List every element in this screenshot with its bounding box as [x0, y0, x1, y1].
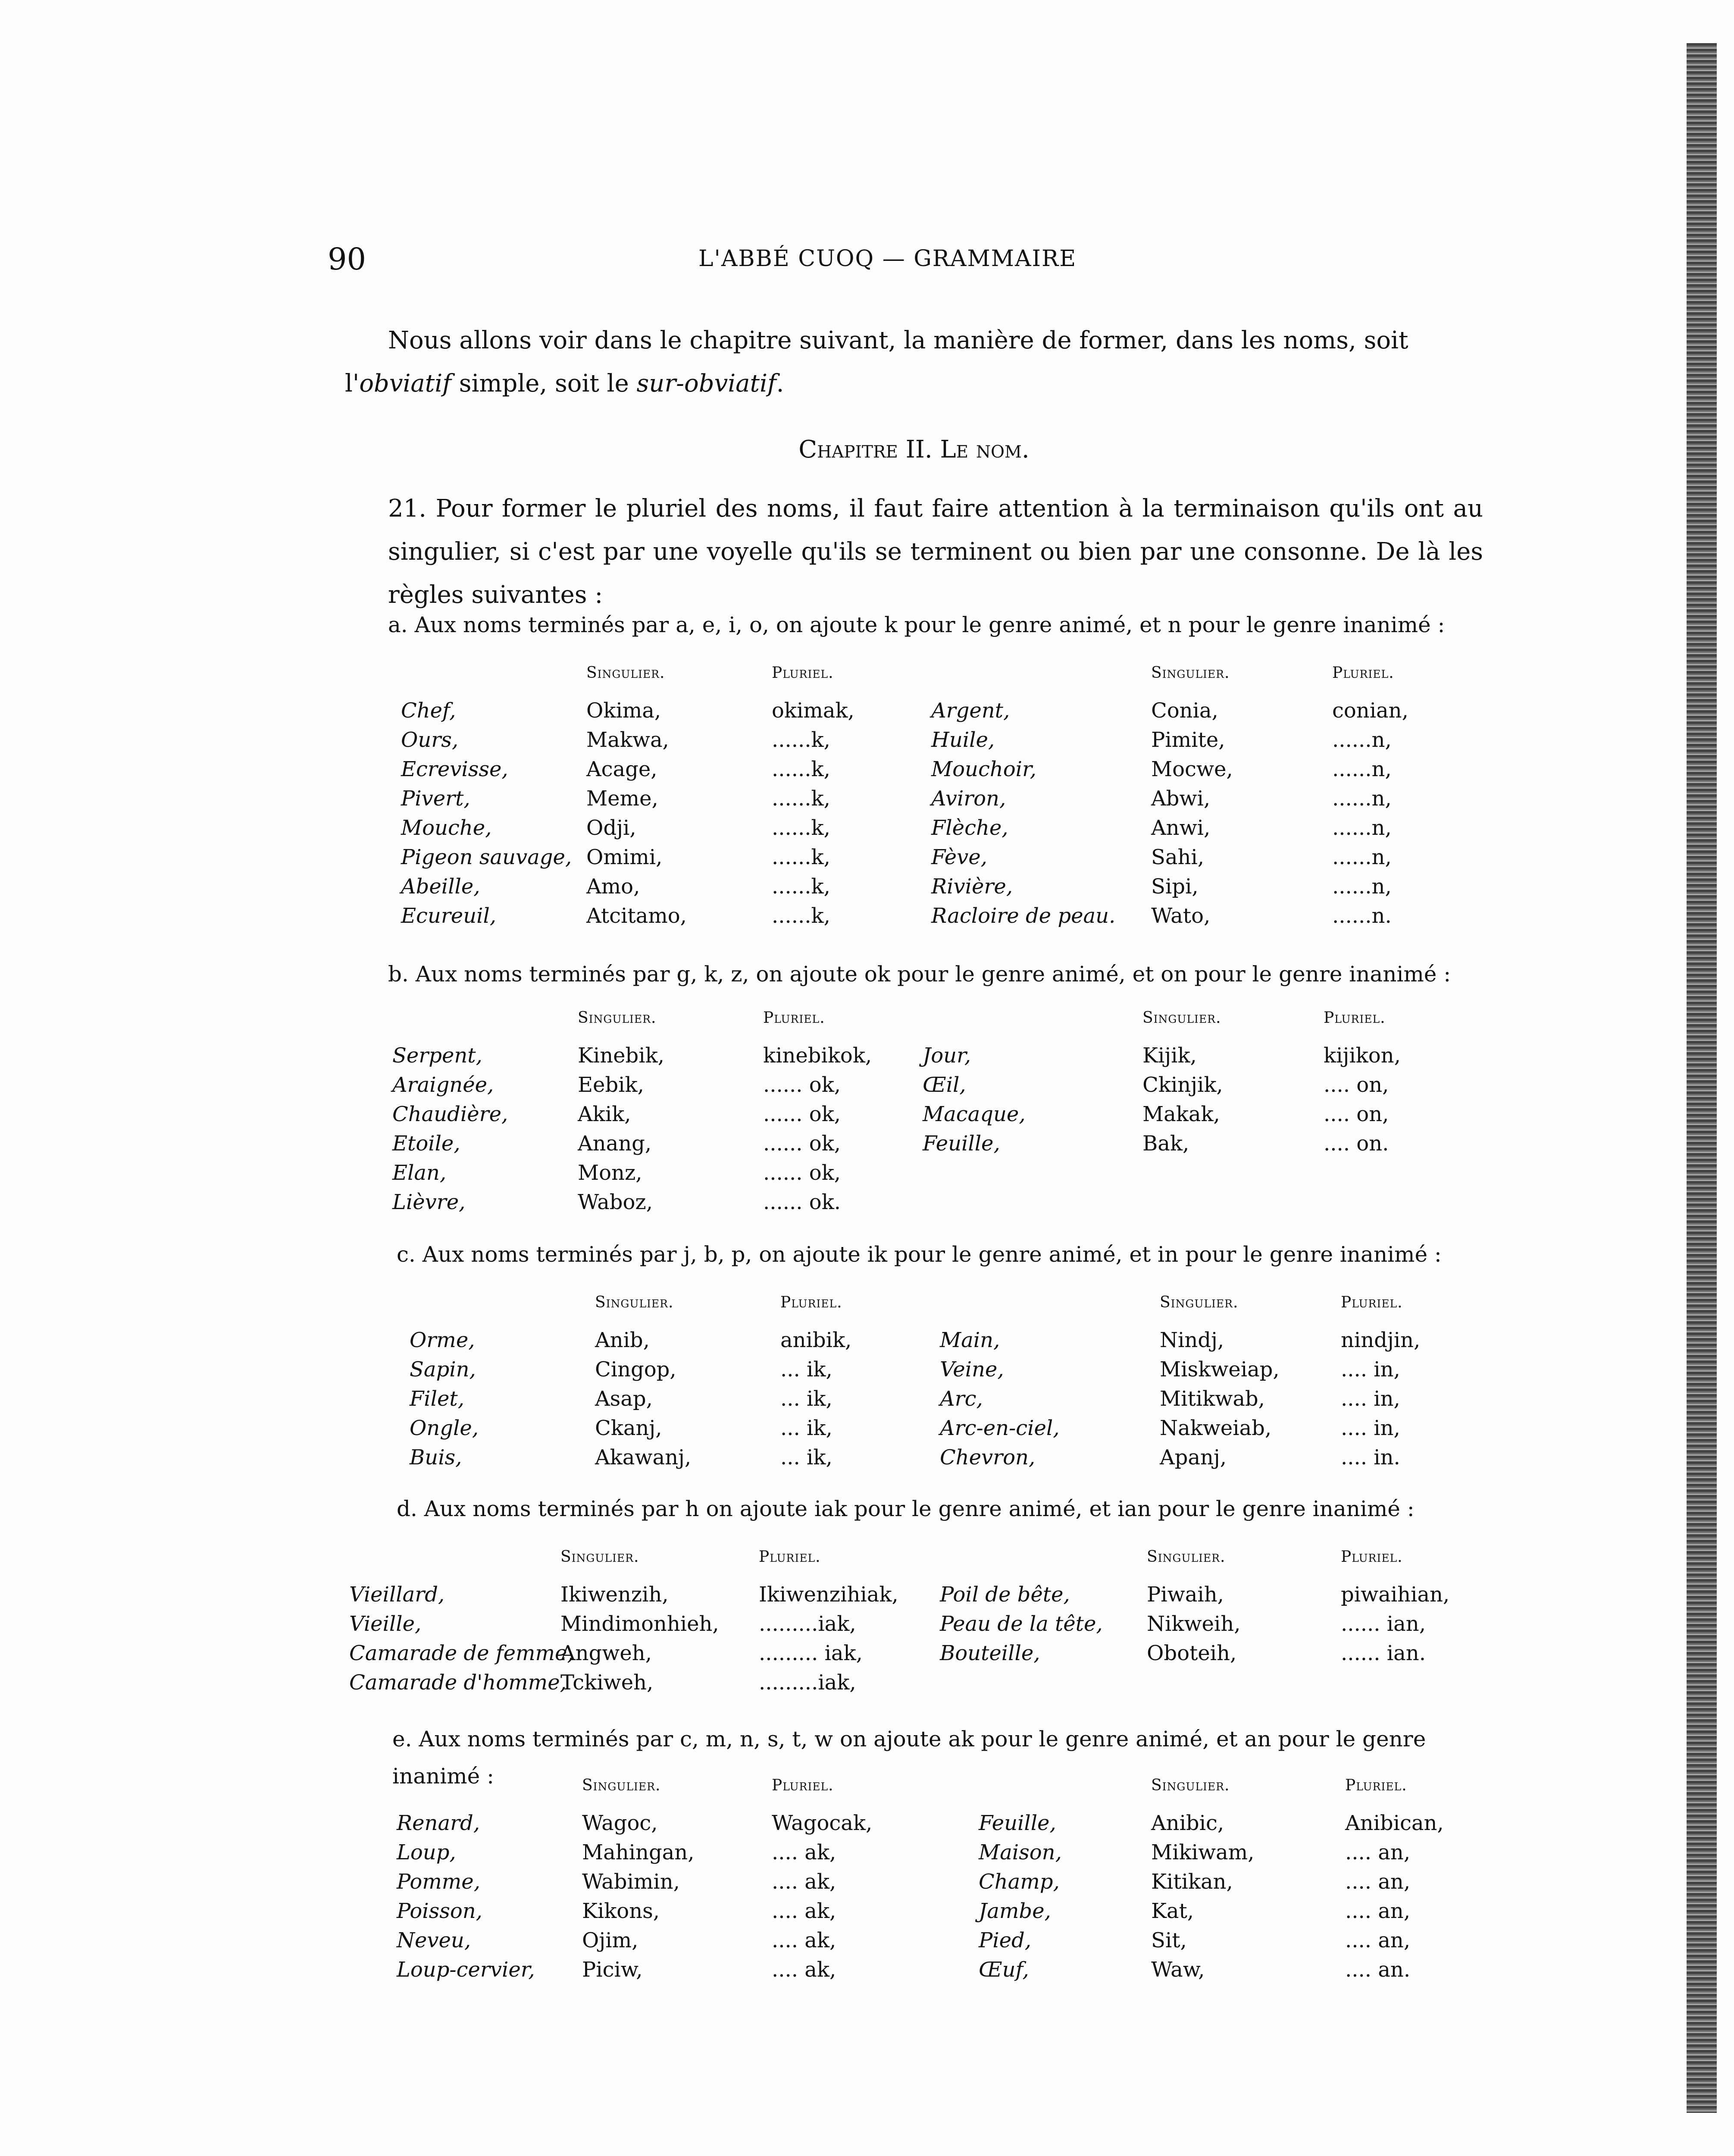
header-pluriel: Pluriel.: [772, 1777, 834, 1794]
header-singulier: Singulier.: [1160, 1294, 1239, 1311]
plural: piwaihian,: [1341, 1583, 1450, 1607]
singular: Kikons,: [582, 1899, 660, 1923]
singular: Pimite,: [1151, 728, 1225, 752]
header-singulier: Singulier.: [1142, 1009, 1221, 1027]
plural: ......k,: [772, 904, 830, 928]
french-noun: Main,: [940, 1328, 1000, 1352]
singular: Wagoc,: [582, 1811, 658, 1835]
french-noun: Rivière,: [931, 874, 1013, 899]
plural: .... in.: [1341, 1445, 1400, 1470]
header-pluriel: Pluriel.: [759, 1548, 821, 1566]
singular: Mindimonhieh,: [560, 1612, 719, 1636]
singular: Wato,: [1151, 904, 1211, 928]
rule-c: c. Aux noms terminés par j, b, p, on ajoute ik pour le genre animé, et in pour le genre inanimé :: [397, 1242, 1442, 1267]
singular: Piwaih,: [1147, 1583, 1224, 1607]
header-singulier: Singulier.: [578, 1009, 657, 1027]
plural: .... on,: [1324, 1073, 1389, 1097]
plural: conian,: [1332, 699, 1408, 723]
plural: .... ak,: [772, 1870, 836, 1894]
french-noun: Chef,: [401, 699, 456, 723]
french-noun: Buis,: [410, 1445, 462, 1470]
header-singulier: Singulier.: [586, 664, 665, 682]
intro-text: simple, soit le: [451, 370, 637, 398]
singular: Angweh,: [560, 1641, 652, 1665]
singular: Ojim,: [582, 1928, 639, 1952]
header-pluriel: Pluriel.: [1324, 1009, 1386, 1027]
plural: .... on,: [1324, 1102, 1389, 1126]
french-noun: Ours,: [401, 728, 459, 752]
french-noun: Champ,: [979, 1870, 1060, 1894]
intro-paragraph: [345, 319, 1483, 405]
plural: .... an.: [1345, 1958, 1411, 1982]
french-noun: Camarade de femme,: [349, 1641, 574, 1665]
french-noun: Camarade d'homme,: [349, 1670, 567, 1695]
singular: Ckanj,: [595, 1416, 662, 1440]
plural: ......k,: [772, 757, 830, 781]
singular: Makak,: [1142, 1102, 1220, 1126]
singular: Piciw,: [582, 1958, 643, 1982]
plural: ......n,: [1332, 757, 1392, 781]
plural: .... ak,: [772, 1928, 836, 1952]
singular: Nikweih,: [1147, 1612, 1241, 1636]
plural: ... ik,: [780, 1357, 833, 1382]
singular: Atcitamo,: [586, 904, 687, 928]
french-noun: Pivert,: [401, 787, 470, 811]
rule-d: d. Aux noms terminés par h on ajoute iak pour le genre animé, et ian pour le genre inanimé :: [397, 1496, 1415, 1521]
plural: anibik,: [780, 1328, 852, 1352]
rule-a: a. Aux noms terminés par a, e, i, o, on ajoute k pour le genre animé, et n pour le genre inanimé :: [388, 612, 1445, 637]
singular: Eebik,: [578, 1073, 644, 1097]
plural: ...... ok,: [763, 1102, 841, 1126]
french-noun: Œil,: [923, 1073, 966, 1097]
french-noun: Argent,: [931, 699, 1010, 723]
singular: Meme,: [586, 787, 658, 811]
header-pluriel: Pluriel.: [1341, 1548, 1403, 1566]
singular: Sipi,: [1151, 874, 1199, 899]
french-noun: Bouteille,: [940, 1641, 1040, 1665]
header-pluriel: Pluriel.: [1332, 664, 1394, 682]
paragraph-21: [345, 487, 1483, 617]
french-noun: Fève,: [931, 845, 987, 869]
french-noun: Etoile,: [392, 1131, 460, 1156]
plural: .........iak,: [759, 1612, 856, 1636]
singular: Ckinjik,: [1142, 1073, 1223, 1097]
french-noun: Mouche,: [401, 816, 492, 840]
french-noun: Peau de la tête,: [940, 1612, 1103, 1636]
singular: Waboz,: [578, 1190, 653, 1214]
plural: kijikon,: [1324, 1044, 1401, 1068]
plural: ... ik,: [780, 1445, 833, 1470]
french-noun: Loup,: [397, 1840, 456, 1865]
plural: .... ak,: [772, 1840, 836, 1865]
singular: Anwi,: [1151, 816, 1211, 840]
header-pluriel: Pluriel.: [780, 1294, 842, 1311]
french-noun: Lièvre,: [392, 1190, 466, 1214]
french-noun: Chevron,: [940, 1445, 1036, 1470]
french-noun: Ongle,: [410, 1416, 479, 1440]
chapter-title: Chapitre II. Le nom.: [798, 436, 1030, 464]
plural: ...... ok,: [763, 1131, 841, 1156]
singular: Wabimin,: [582, 1870, 680, 1894]
singular: Ikiwenzih,: [560, 1583, 669, 1607]
plural: ......n,: [1332, 787, 1392, 811]
plural: ......n,: [1332, 816, 1392, 840]
french-noun: Neveu,: [397, 1928, 471, 1952]
french-noun: Loup-cervier,: [397, 1958, 535, 1982]
singular: Kijik,: [1142, 1044, 1197, 1068]
term-sur-obviatif: sur-obviatif: [636, 370, 776, 398]
singular: Mocwe,: [1151, 757, 1233, 781]
plural: kinebikok,: [763, 1044, 872, 1068]
plural: ......k,: [772, 845, 830, 869]
plural: .........iak,: [759, 1670, 856, 1695]
plural: .... ak,: [772, 1958, 836, 1982]
rule-b: b. Aux noms terminés par g, k, z, on ajoute ok pour le genre animé, et on pour le genre inanimé :: [388, 962, 1451, 987]
plural: ... ik,: [780, 1387, 833, 1411]
french-noun: Orme,: [410, 1328, 475, 1352]
french-noun: Sapin,: [410, 1357, 476, 1382]
french-noun: Poisson,: [397, 1899, 482, 1923]
plural: ......k,: [772, 787, 830, 811]
rule-e: e. Aux noms terminés par c, m, n, s, t, w on ajoute ak pour le genre animé, et an pour le genre inanimé :: [392, 1727, 1426, 1789]
french-noun: Maison,: [979, 1840, 1062, 1865]
intro-line-2: [345, 362, 1483, 405]
french-noun: Arc-en-ciel,: [940, 1416, 1060, 1440]
header-singulier: Singulier.: [1151, 1777, 1230, 1794]
singular: Mahingan,: [582, 1840, 695, 1865]
singular: Bak,: [1142, 1131, 1189, 1156]
singular: Waw,: [1151, 1958, 1205, 1982]
plural: .... in,: [1341, 1387, 1400, 1411]
plural: okimak,: [772, 699, 854, 723]
french-noun: Mouchoir,: [931, 757, 1036, 781]
header-singulier: Singulier.: [1147, 1548, 1226, 1566]
french-noun: Feuille,: [923, 1131, 1000, 1156]
french-noun: Araignée,: [392, 1073, 494, 1097]
singular: Tckiweh,: [560, 1670, 654, 1695]
singular: Abwi,: [1151, 787, 1211, 811]
singular: Monz,: [578, 1161, 642, 1185]
header-pluriel: Pluriel.: [1341, 1294, 1403, 1311]
plural: .... ak,: [772, 1899, 836, 1923]
french-noun: Macaque,: [923, 1102, 1026, 1126]
french-noun: Aviron,: [931, 787, 1006, 811]
singular: Nakweiab,: [1160, 1416, 1272, 1440]
singular: Conia,: [1151, 699, 1218, 723]
plural: ......... iak,: [759, 1641, 863, 1665]
header-pluriel: Pluriel.: [1345, 1777, 1407, 1794]
singular: Apanj,: [1160, 1445, 1227, 1470]
plural: .... an,: [1345, 1928, 1411, 1952]
plural: ... ik,: [780, 1416, 833, 1440]
french-noun: Jour,: [923, 1044, 971, 1068]
french-noun: Feuille,: [979, 1811, 1056, 1835]
french-noun: Elan,: [392, 1161, 447, 1185]
singular: Amo,: [586, 874, 640, 899]
french-noun: Vieille,: [349, 1612, 422, 1636]
singular: Mitikwab,: [1160, 1387, 1265, 1411]
plural: ......n,: [1332, 845, 1392, 869]
page-number: 90: [328, 241, 366, 277]
french-noun: Pomme,: [397, 1870, 480, 1894]
plural: ......k,: [772, 728, 830, 752]
french-noun: Serpent,: [392, 1044, 482, 1068]
plural: .... in,: [1341, 1357, 1400, 1382]
singular: Oboteih,: [1147, 1641, 1237, 1665]
intro-text: l': [345, 370, 360, 398]
french-noun: Œuf,: [979, 1958, 1029, 1982]
singular: Akik,: [578, 1102, 631, 1126]
plural: .... on.: [1324, 1131, 1389, 1156]
singular: Acage,: [586, 757, 657, 781]
intro-line-1: Nous allons voir dans le chapitre suivant, la manière de former, dans les noms, soit: [388, 326, 1408, 354]
french-noun: Vieillard,: [349, 1583, 445, 1607]
header-singulier: Singulier.: [595, 1294, 674, 1311]
plural: ......n.: [1332, 904, 1392, 928]
plural: ...... ok.: [763, 1190, 841, 1214]
singular: Kitikan,: [1151, 1870, 1233, 1894]
french-noun: Ecureuil,: [401, 904, 497, 928]
plural: ......n,: [1332, 874, 1392, 899]
french-noun: Chaudière,: [392, 1102, 508, 1126]
header-singulier: Singulier.: [1151, 664, 1230, 682]
singular: Asap,: [595, 1387, 653, 1411]
french-noun: Arc,: [940, 1387, 983, 1411]
plural: .... an,: [1345, 1840, 1411, 1865]
singular: Odji,: [586, 816, 636, 840]
singular: Okima,: [586, 699, 661, 723]
header-pluriel: Pluriel.: [772, 664, 834, 682]
plural: Wagocak,: [772, 1811, 873, 1835]
header-singulier: Singulier.: [582, 1777, 661, 1794]
french-noun: Filet,: [410, 1387, 464, 1411]
plural: ...... ian.: [1341, 1641, 1426, 1665]
plural: .... an,: [1345, 1870, 1411, 1894]
french-noun: Veine,: [940, 1357, 1004, 1382]
page-header: [328, 241, 1405, 280]
singular: Sahi,: [1151, 845, 1205, 869]
paragraph-21-text: 21. Pour former le pluriel des noms, il faut faire attention à la terminaison qu'ils ont au singulier, si c'est par une voyelle qu'ils se terminent ou bien par une consonne. De là les règles suivantes :: [388, 495, 1483, 609]
singular: Nindj,: [1160, 1328, 1224, 1352]
french-noun: Pied,: [979, 1928, 1032, 1952]
singular: Anib,: [595, 1328, 650, 1352]
plural: ...... ok,: [763, 1073, 841, 1097]
french-noun: Pigeon sauvage,: [401, 845, 572, 869]
french-noun: Ecrevisse,: [401, 757, 508, 781]
singular: Anibic,: [1151, 1811, 1224, 1835]
singular: Miskweiap,: [1160, 1357, 1280, 1382]
plural: ......n,: [1332, 728, 1392, 752]
french-noun: Poil de bête,: [940, 1583, 1070, 1607]
plural: Ikiwenzihiak,: [759, 1583, 898, 1607]
plural: ...... ian,: [1341, 1612, 1426, 1636]
plural: ...... ok,: [763, 1161, 841, 1185]
french-noun: Abeille,: [401, 874, 480, 899]
plural: ......k,: [772, 874, 830, 899]
singular: Kat,: [1151, 1899, 1194, 1923]
singular: Anang,: [578, 1131, 652, 1156]
french-noun: Renard,: [397, 1811, 480, 1835]
singular: Kinebik,: [578, 1044, 664, 1068]
plural: nindjin,: [1341, 1328, 1421, 1352]
singular: Makwa,: [586, 728, 669, 752]
french-noun: Huile,: [931, 728, 995, 752]
singular: Omimi,: [586, 845, 663, 869]
plural: Anibican,: [1345, 1811, 1444, 1835]
scan-edge-shadow: [1687, 43, 1717, 2113]
singular: Akawanj,: [595, 1445, 692, 1470]
french-noun: Jambe,: [979, 1899, 1051, 1923]
header-pluriel: Pluriel.: [763, 1009, 825, 1027]
running-title: L'ABBÉ CUOQ — GRAMMAIRE: [698, 246, 1077, 272]
singular: Mikiwam,: [1151, 1840, 1255, 1865]
singular: Cingop,: [595, 1357, 676, 1382]
french-noun: Flèche,: [931, 816, 1008, 840]
plural: .... an,: [1345, 1899, 1411, 1923]
intro-text: .: [776, 370, 784, 398]
singular: Sit,: [1151, 1928, 1187, 1952]
plural: ......k,: [772, 816, 830, 840]
french-noun: Racloire de peau.: [931, 904, 1116, 928]
plural: .... in,: [1341, 1416, 1400, 1440]
header-singulier: Singulier.: [560, 1548, 639, 1566]
term-obviatif: obviatif: [359, 370, 451, 398]
